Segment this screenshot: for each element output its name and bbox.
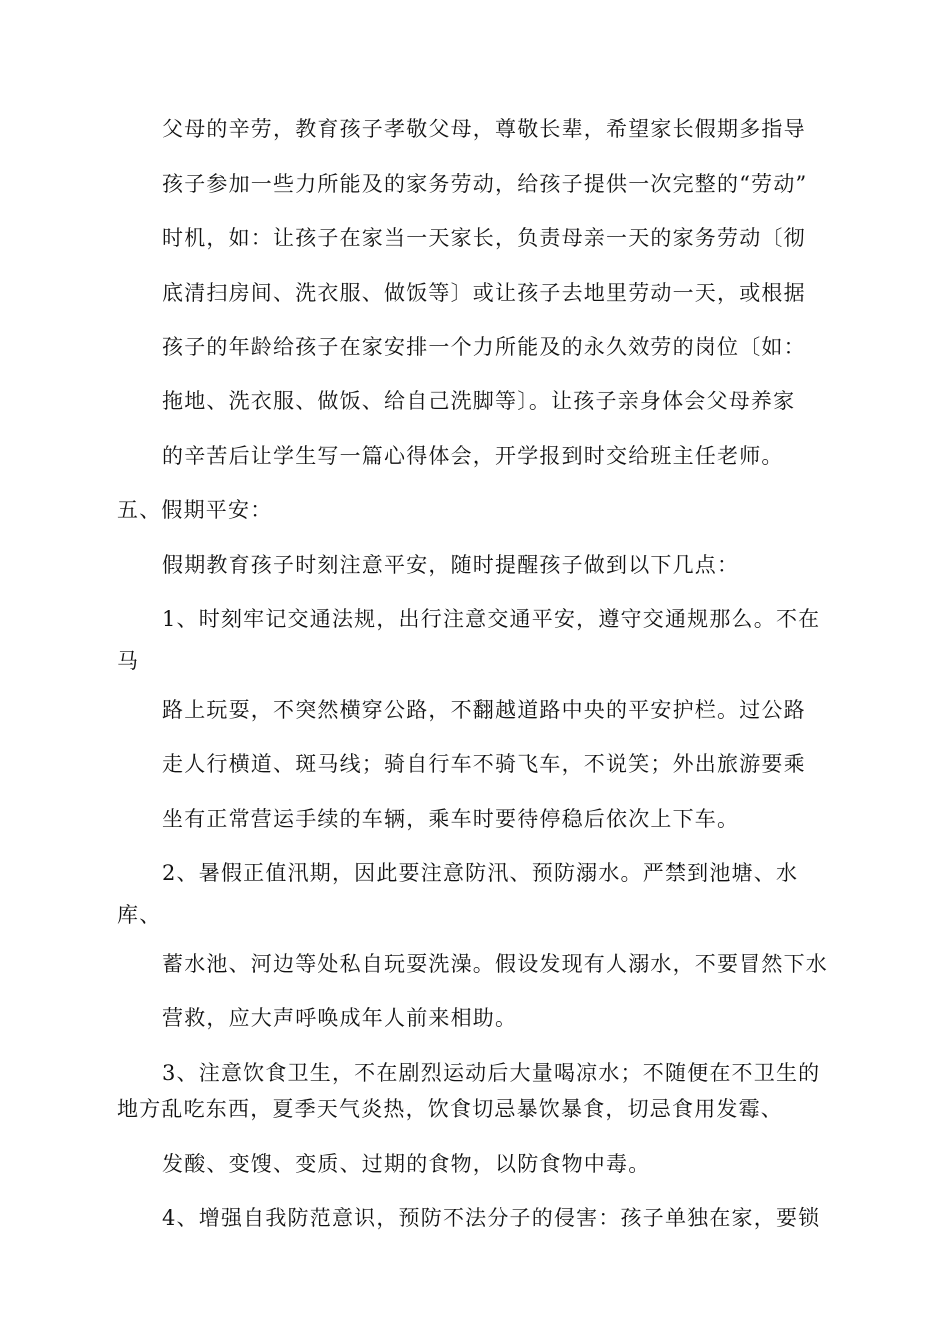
text-line: 马 [117, 649, 140, 673]
text-line: 拖地、洗衣服、做饭、给自己洗脚等〕。让孩子亲身体会父母养家 [162, 389, 796, 413]
text-line: 孩子的年龄给孩子在家安排一个力所能及的永久效劳的岗位〔如： [162, 335, 806, 359]
text-line: 4、增强自我防范意识，预防不法分子的侵害：孩子单独在家，要锁 [162, 1206, 821, 1230]
text-line: 孩子参加一些力所能及的家务劳动，给孩子提供一次完整的“劳动” [162, 172, 808, 196]
text-line: 走人行横道、斑马线；骑自行车不骑飞车，不说笑；外出旅游要乘 [162, 752, 806, 776]
text-line: 时机，如：让孩子在家当一天家长，负责母亲一天的家务劳动〔彻 [162, 226, 806, 250]
text-line: 假期教育孩子时刻注意平安，随时提醒孩子做到以下几点： [162, 553, 740, 577]
text-line: 路上玩耍，不突然横穿公路，不翻越道路中央的平安护栏。过公路 [162, 698, 806, 722]
text-line: 营救，应大声呼唤成年人前来相助。 [162, 1006, 518, 1030]
section-heading: 五、假期平安： [117, 498, 273, 522]
text-line: 的辛苦后让学生写一篇心得体会，开学报到时交给班主任老师。 [162, 444, 784, 468]
text-line: 蓄水池、河边等处私自玩耍洗澡。假设发现有人溺水，不要冒然下水 [162, 952, 828, 976]
text-line: 2、暑假正值汛期，因此要注意防汛、预防溺水。严禁到池塘、水 [162, 861, 799, 885]
text-line: 库、 [117, 903, 162, 927]
text-line: 地方乱吃东西，夏季天气炎热，饮食切忌暴饮暴食，切忌食用发霉、 [117, 1097, 783, 1121]
text-line: 1、时刻牢记交通法规，出行注意交通平安，遵守交通规那么。不在 [162, 607, 821, 631]
text-line: 父母的辛劳，教育孩子孝敬父母，尊敬长辈，希望家长假期多指导 [162, 117, 806, 141]
text-line: 底清扫房间、洗衣服、做饭等〕或让孩子去地里劳动一天，或根据 [162, 281, 806, 305]
text-line: 发酸、变馊、变质、过期的食物，以防食物中毒。 [162, 1152, 651, 1176]
text-line: 3、注意饮食卫生，不在剧烈运动后大量喝凉水；不随便在不卫生的 [162, 1061, 821, 1085]
text-line: 坐有正常营运手续的车辆，乘车时要待停稳后依次上下车。 [162, 807, 740, 831]
